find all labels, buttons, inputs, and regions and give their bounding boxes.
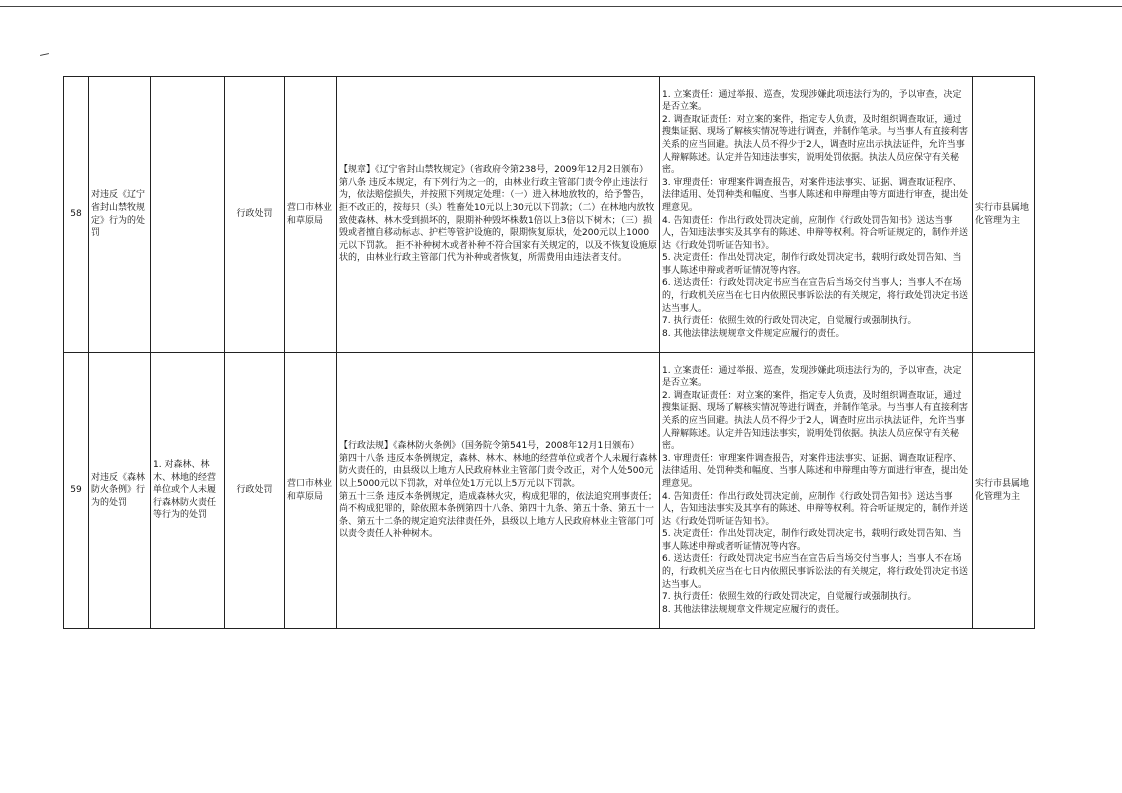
power-list-table: [63, 76, 1035, 629]
basis-paragraph: 第五十三条 违反本条例规定，造成森林火灾，构成犯罪的，依法追究刑事责任；尚不构成犯罪的，除依照本条例第四十八条、第四十九条、第五十条、第五十一条、第五十二条的规定追究法律责任外，县级以上地方人民政府林业主管部门可以责令责任人补种树木。: [339, 491, 657, 540]
top-border-line: [0, 6, 1122, 7]
scan-mark: [40, 53, 49, 56]
duty-item: 3. 审理责任：审理案件调查报告，对案件违法事实、证据、调查取证程序、法律适用、处罚种类和幅度、当事人陈述和申辩理由等方面进行审查，提出处理意见。: [662, 453, 969, 489]
table-row-59: [64, 353, 1035, 629]
duty-item: 2. 调查取证责任：对立案的案件，指定专人负责，及时组织调查取证，通过搜集证据、现场了解核实情况等进行调查，并制作笔录。与当事人有直接利害关系的应当回避。执法人员不得少于2人，调查时应出示执法证件，允许当事人辩解陈述。认定并告知违法事实，说明处罚依据。执法人员应保守有关秘密。: [662, 390, 969, 452]
duty-item: 2. 调查取证责任：对立案的案件，指定专人负责，及时组织调查取证，通过搜集证据、现场了解核实情况等进行调查，并制作笔录。与当事人有直接利害关系的应当回避。执法人员不得少于2人，调查时应出示执法证件，允许当事人辩解陈述。认定并告知违法事实，说明处罚依据。执法人员应保守有关秘密。: [662, 114, 969, 176]
duty-list: [660, 77, 973, 353]
sub-item: [151, 77, 225, 353]
legal-basis: [337, 353, 660, 629]
duty-item: 4. 告知责任：作出行政处罚决定前，应制作《行政处罚告知书》送达当事人，告知违法事实及其享有的陈述、申辩等权利。符合听证规定的，制作并送达《行政处罚听证告知书》。: [662, 491, 969, 527]
duty-item: 8. 其他法律法规规章文件规定应履行的责任。: [662, 604, 845, 615]
basis-paragraph: 第八条 违反本规定，有下列行为之一的，由林业行政主管部门责令停止违法行为，依法赔偿损失，并按照下列规定处理：（一）进入林地放牧的，给予警告，拒不改正的，按每只（头）牲畜处10元以上30元以下罚款；（二）在林地内放牧致使森林、林木受到损坏的，限期补种毁坏株数1倍以上3倍以下树木；（三）损毁或者擅自移动标志、护栏等管护设施的，限期恢复原状，处200元以上1000元以下罚款。 拒不补种树木或者补种不符合国家有关规定的，以及不恢复设施原状的，由林业行政主管部门代为补种或者恢复，所需费用由违法者支付。: [339, 177, 657, 264]
basis-paragraph: 【行政法规】《森林防火条例》（国务院令第541号，2008年12月1日颁布）: [339, 441, 640, 452]
basis-paragraph: 第四十八条 违反本条例规定，森林、林木、林地的经营单位或者个人未履行森林防火责任的，由县级以上地方人民政府林业主管部门责令改正，对个人处500元以上5000元以下罚款，对单位处1万元以上5万元以下罚款。: [339, 453, 657, 489]
duty-item: 7. 执行责任：依照生效的行政处罚决定，自觉履行或强制执行。: [662, 592, 917, 603]
item-name: 对违反《森林防火条例》行为的处罚: [89, 353, 151, 629]
duty-item: 4. 告知责任：作出行政处罚决定前，应制作《行政处罚告知书》送达当事人，告知违法事实及其享有的陈述、申辩等权利。符合听证规定的，制作并送达《行政处罚听证告知书》。: [662, 215, 969, 251]
duty-item: 6. 送达责任：行政处罚决定书应当在宣告后当场交付当事人；当事人不在场的，行政机关应当在七日内依照民事诉讼法的有关规定，将行政处罚决定书送达当事人。: [662, 278, 969, 314]
legal-basis: [337, 77, 660, 353]
management-level: 实行市县属地化管理为主: [973, 353, 1035, 629]
management-level: 实行市县属地化管理为主: [973, 77, 1035, 353]
table-row-58: [64, 77, 1035, 353]
department: 营口市林业和草原局: [285, 77, 337, 353]
power-type: 行政处罚: [225, 353, 285, 629]
row-number: 58: [64, 77, 89, 353]
row-number: 59: [64, 353, 89, 629]
duty-item: 5. 决定责任：作出处罚决定，制作行政处罚决定书，载明行政处罚告知、当事人陈述申辩或者听证情况等内容。: [662, 529, 962, 552]
sub-item: 1. 对森林、林木、林地的经营单位或个人未履行森林防火责任等行为的处罚: [151, 353, 225, 629]
duty-item: 8. 其他法律法规规章文件规定应履行的责任。: [662, 328, 845, 339]
duty-list: [660, 353, 973, 629]
duty-item: 6. 送达责任：行政处罚决定书应当在宣告后当场交付当事人；当事人不在场的，行政机关应当在七日内依照民事诉讼法的有关规定，将行政处罚决定书送达当事人。: [662, 554, 969, 590]
basis-paragraph: 【规章】《辽宁省封山禁牧规定》（省政府令第238号，2009年12月2日颁布）: [339, 165, 649, 176]
department: 营口市林业和草原局: [285, 353, 337, 629]
item-name: 对违反《辽宁省封山禁牧规定》行为的处罚: [89, 77, 151, 353]
duty-item: 3. 审理责任：审理案件调查报告，对案件违法事实、证据、调查取证程序、法律适用、处罚种类和幅度、当事人陈述和申辩理由等方面进行审查，提出处理意见。: [662, 177, 969, 213]
duty-item: 7. 执行责任：依照生效的行政处罚决定，自觉履行或强制执行。: [662, 316, 917, 327]
power-type: 行政处罚: [225, 77, 285, 353]
duty-item: 1. 立案责任：通过举报、巡查，发现涉嫌此项违法行为的，予以审查，决定是否立案。: [662, 365, 962, 389]
duty-item: 1. 立案责任：通过举报、巡查，发现涉嫌此项违法行为的，予以审查，决定是否立案。: [662, 89, 962, 113]
duty-item: 5. 决定责任：作出处罚决定，制作行政处罚决定书，载明行政处罚告知、当事人陈述申辩或者听证情况等内容。: [662, 253, 962, 276]
